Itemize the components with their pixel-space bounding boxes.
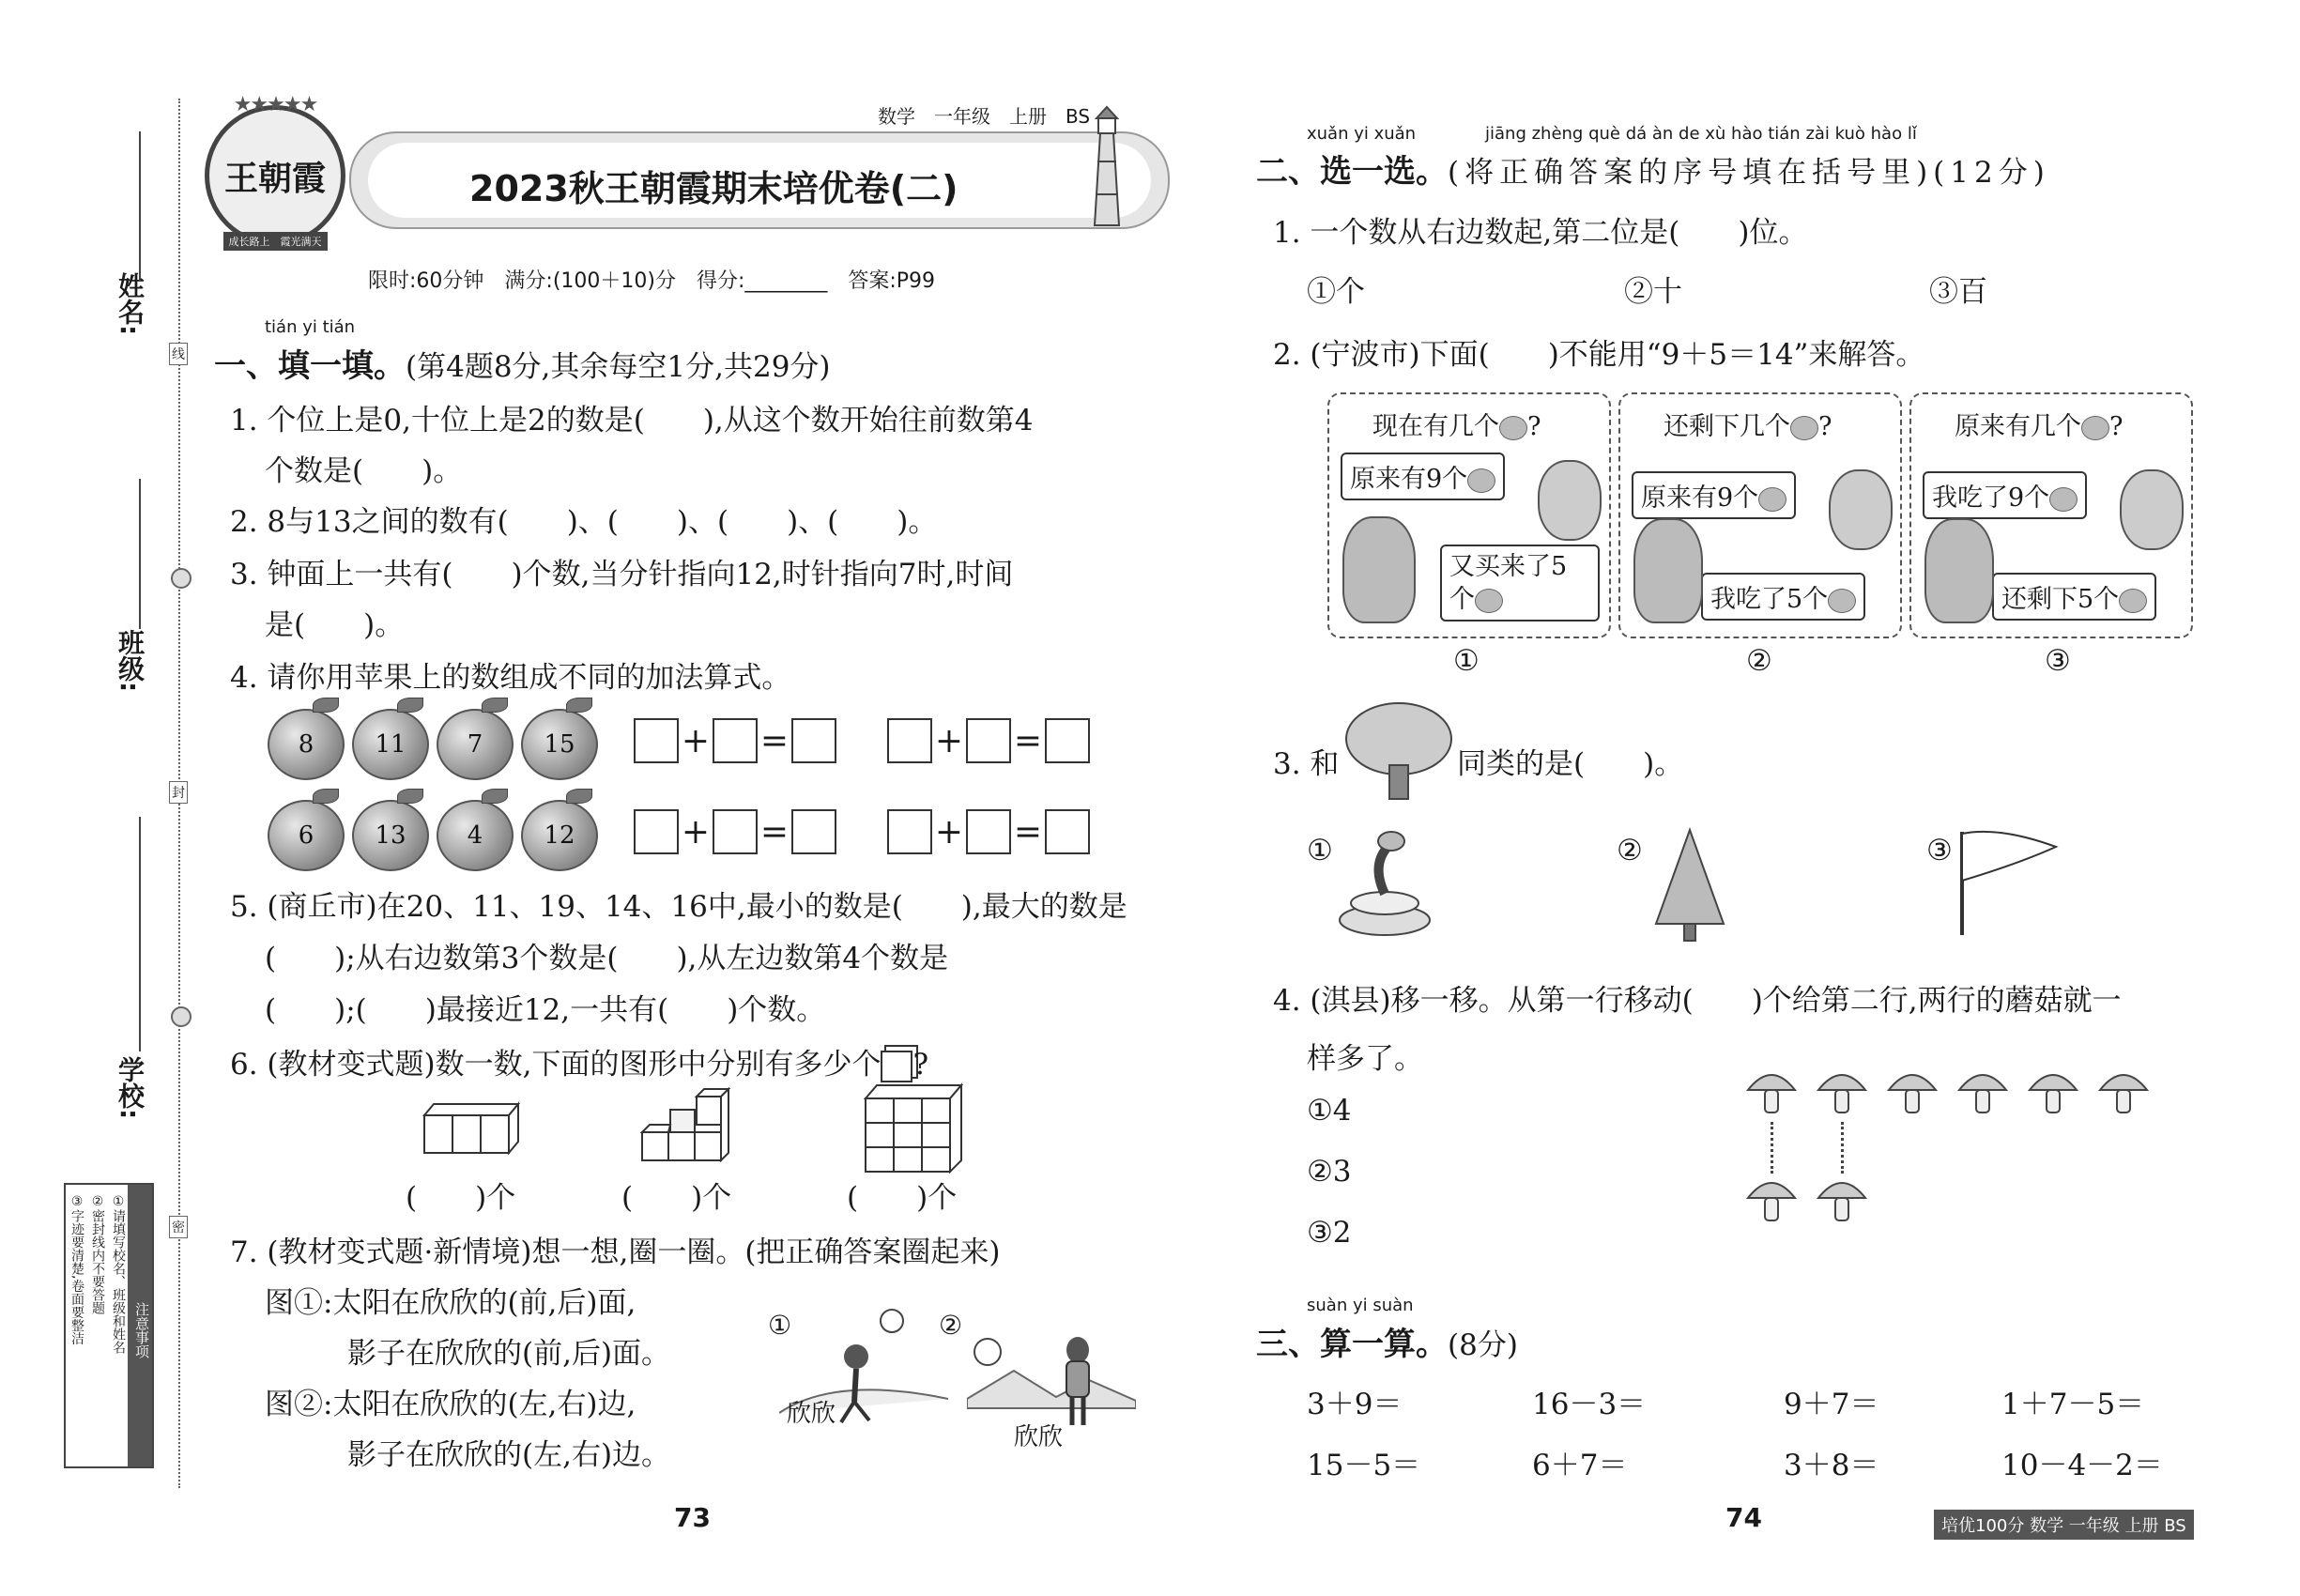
peach-icon (2049, 487, 2078, 512)
cut-mark-mi: 密 (169, 1216, 188, 1238)
mushroom-icon (1746, 1066, 1797, 1116)
answer-box[interactable] (966, 809, 1011, 854)
lighthouse-icon (1089, 105, 1125, 227)
q7-line2: 影子在欣欣的(前,后)面。 (347, 1337, 671, 1371)
panel-label[interactable]: ① (1453, 644, 1480, 678)
peach-icon (2119, 589, 2147, 613)
equation: + = (634, 809, 836, 854)
q7-line3: 图②:太阳在欣欣的(左,右)边, (265, 1388, 636, 1421)
name-label: 姓名: (115, 272, 146, 336)
mushroom-icon (2098, 1066, 2149, 1116)
answer-box[interactable] (791, 809, 836, 854)
s2-q4-line1: 4. (淇县)移一移。从第一行移动( )个给第二行,两行的蘑菇就一 (1273, 984, 2122, 1018)
page-number-left: 73 (674, 1502, 711, 1533)
s2-q1-option[interactable]: ②十 (1624, 275, 1682, 309)
q6-answer[interactable]: ( )个 (406, 1181, 516, 1215)
footer-series-label: 培优100分 数学 一年级 上册 BS (1934, 1510, 2194, 1540)
dog-icon (2120, 469, 2184, 550)
answer-box[interactable] (791, 718, 836, 763)
cube-figure-2 (638, 1087, 732, 1162)
section2-pinyin: xuǎn yi xuǎn (1307, 124, 1417, 144)
s2-q2: 2. (宁波市)下面( )不能用“9＋5＝14”来解答。 (1273, 338, 1925, 372)
fox-icon (1633, 518, 1703, 623)
s2-q3-end: 同类的是( )。 (1457, 747, 1684, 781)
section3-pinyin: suàn yi suàn (1307, 1296, 1414, 1315)
q7-line4: 影子在欣欣的(左,右)边。 (347, 1438, 671, 1472)
s2-q3-option[interactable]: ③ (1926, 834, 1953, 867)
pine-tree-icon (1643, 826, 1737, 944)
circle-mark (171, 568, 192, 589)
fox-icon (1342, 516, 1416, 623)
q7-fig1-label: ① (768, 1310, 792, 1341)
subject-info: 数学 一年级 上册 BS (878, 105, 1091, 128)
mushroom-icon (1817, 1174, 1867, 1224)
speech-bubble: 原来有9个 (1341, 453, 1505, 500)
panel-label[interactable]: ② (1746, 644, 1772, 678)
q6-answer[interactable]: ( )个 (847, 1181, 958, 1215)
q7-fig2-label: ② (939, 1310, 963, 1341)
calc-item[interactable]: 6＋7＝ (1532, 1449, 1628, 1482)
answer-box[interactable] (634, 718, 679, 763)
dog-icon (1829, 469, 1893, 550)
school-field-line[interactable] (139, 817, 141, 1051)
calc-item[interactable]: 15－5＝ (1307, 1449, 1421, 1482)
q7-name1: 欣欣 (787, 1400, 836, 1428)
peach-icon (2081, 416, 2109, 440)
panel-question: 原来有几个 ? (1955, 412, 2124, 441)
section3-title: 三、算一算。 (1256, 1326, 1448, 1363)
panel-label[interactable]: ③ (2045, 644, 2071, 678)
dotted-connector (1841, 1122, 1844, 1174)
answer-box[interactable] (887, 718, 932, 763)
mushroom-icon (2028, 1066, 2078, 1116)
story-panel (1327, 392, 1611, 638)
peach-icon (1828, 589, 1856, 613)
section2-pinyin-note: jiāng zhèng què dá àn de xù hào tián zài kuò hào lǐ (1485, 124, 1917, 144)
cut-mark-xian: 线 (169, 343, 188, 365)
panel-question: 现在有几个 ? (1372, 412, 1541, 441)
section1-note: (第4题8分,其余每空1分,共29分) (406, 350, 831, 384)
q7-line1: 图①:太阳在欣欣的(前,后)面, (265, 1286, 636, 1320)
apple: 8 (268, 709, 345, 780)
apple: 6 (268, 800, 345, 871)
speech-bubble: 又买来了5 个 (1440, 545, 1600, 622)
tree-icon (1342, 699, 1455, 803)
section1-pinyin: tián yi tián (265, 317, 356, 337)
answer-box[interactable] (1045, 809, 1090, 854)
q5-line1: 5. (商丘市)在20、11、19、14、16中,最小的数是( ),最大的数是 (230, 890, 1127, 924)
mushroom-icon (1746, 1174, 1797, 1224)
dog-icon (1538, 460, 1602, 541)
notice-title: 注意事项 (128, 1185, 152, 1466)
cube-figure-1 (422, 1098, 526, 1155)
q6-line: 6. (教材变式题)数一数,下面的图形中分别有多少个 ? (230, 1048, 929, 1082)
q1-line2: 个数是( )。 (265, 454, 463, 488)
speech-bubble: 我吃了9个 (1923, 471, 2087, 519)
equation: + = (887, 809, 1090, 854)
calc-item[interactable]: 9＋7＝ (1784, 1388, 1879, 1421)
section3-heading (1256, 1318, 1518, 1364)
q3-line1: 3. 钟面上一共有( )个数,当分针指向12,时针指向7时,时间 (230, 558, 1014, 591)
notice-box (64, 1183, 154, 1468)
peach-icon (1499, 416, 1527, 440)
mushroom-icon (1817, 1066, 1867, 1116)
s2-q3-option[interactable]: ② (1617, 834, 1643, 867)
section3-note: (8分) (1448, 1328, 1518, 1362)
peach-icon (1758, 487, 1786, 512)
calc-item[interactable]: 3＋9＝ (1307, 1388, 1403, 1421)
logo (205, 93, 345, 248)
s2-q4-line2: 样多了。 (1307, 1042, 1423, 1076)
s2-q1-option[interactable]: ③百 (1929, 275, 1987, 309)
peach-icon (1475, 589, 1503, 613)
q7-name2: 欣欣 (1014, 1423, 1064, 1451)
story-panel (1909, 392, 2193, 638)
section1-heading (214, 340, 831, 386)
circle-mark (171, 1006, 192, 1027)
answer-box[interactable] (966, 718, 1011, 763)
cube-icon (881, 1051, 912, 1082)
apple: 4 (437, 800, 514, 871)
q5-line3: ( );( )最接近12,一共有( )个数。 (265, 993, 826, 1027)
q7-line: 7. (教材变式题·新情境)想一想,圈一圈。(把正确答案圈起来) (230, 1235, 1001, 1269)
name-field-line[interactable] (139, 131, 141, 282)
mushroom-icon (1887, 1066, 1938, 1116)
snake-icon (1333, 826, 1436, 939)
section2-title: 二、选一选。 (1256, 153, 1448, 191)
flag-icon (1953, 826, 2065, 939)
calc-item[interactable]: 10－4－2＝ (2001, 1449, 2163, 1482)
answer-box[interactable] (1045, 718, 1090, 763)
notice-item: ③字迹要清楚,卷面要整洁 (69, 1194, 84, 1345)
page-number-right: 74 (1725, 1502, 1762, 1533)
speech-bubble: 还剩下5个 (1992, 573, 2156, 621)
apple: 11 (352, 709, 429, 780)
s2-q1: 1. 一个数从右边数起,第二位是( )位。 (1273, 216, 1808, 250)
cube-figure-3 (862, 1080, 965, 1174)
peach-icon (1790, 416, 1818, 440)
s2-q3-start: 3. 和 (1273, 747, 1340, 781)
section1-title: 一、填一填。 (214, 347, 406, 385)
section2-heading (1256, 146, 2050, 192)
logo-slogan: 成长路上 霞光满天 (223, 232, 328, 251)
apple: 15 (521, 709, 598, 780)
mushroom-icon (1957, 1066, 2008, 1116)
s2-q3-option[interactable]: ① (1307, 834, 1333, 867)
q4-line: 4. 请你用苹果上的数组成不同的加法算式。 (230, 661, 791, 695)
calc-item[interactable]: 1＋7－5＝ (2001, 1388, 2145, 1421)
s2-q1-option[interactable]: ①个 (1307, 275, 1365, 309)
exam-meta: 限时:60分钟 满分:(100＋10)分 得分:________ 答案:P99 (368, 269, 936, 293)
panel-question: 还剩下几个 ? (1664, 412, 1832, 441)
equation: + = (887, 718, 1090, 763)
calc-item[interactable]: 16－3＝ (1532, 1388, 1647, 1421)
school-label: 学校: (115, 1056, 146, 1120)
speech-bubble: 我吃了5个 (1701, 573, 1865, 621)
equation: + = (634, 718, 836, 763)
class-field-line[interactable] (139, 479, 141, 629)
class-label: 班级: (115, 629, 146, 693)
answer-box[interactable] (713, 809, 758, 854)
q3-line2: 是( )。 (265, 608, 405, 642)
logo-stars-icon: ★★★★★ (233, 93, 317, 116)
logo-text: 王朝霞 (223, 158, 326, 198)
apple: 13 (352, 800, 429, 871)
section2-note: (将正确答案的序号填在括号里)(12分) (1448, 156, 2050, 190)
fox-icon (1924, 518, 1994, 623)
speech-bubble: 原来有9个 (1632, 471, 1796, 519)
q6-answer[interactable]: ( )个 (621, 1181, 732, 1215)
apple: 12 (521, 800, 598, 871)
answer-box[interactable] (887, 809, 932, 854)
story-panel (1618, 392, 1902, 638)
cut-mark-feng: 封 (169, 781, 188, 804)
s2-q4-option[interactable]: ③2 (1307, 1216, 1352, 1250)
calc-item[interactable]: 3＋8＝ (1784, 1449, 1879, 1482)
answer-box[interactable] (634, 809, 679, 854)
s2-q4-option[interactable]: ①4 (1307, 1094, 1352, 1128)
q5-line2: ( );从右边数第3个数是( ),从左边数第4个数是 (265, 942, 949, 975)
peach-icon (1467, 468, 1495, 493)
answer-box[interactable] (713, 718, 758, 763)
q1-line1: 1. 个位上是0,十位上是2的数是( ),从这个数开始往前数第4 (230, 404, 1034, 437)
page-title: 2023秋王朝霞期末培优卷(二) (469, 168, 958, 209)
q2-line: 2. 8与13之间的数有( )、( )、( )、( )。 (230, 505, 938, 539)
notice-item: ②密封线内不要答题 (90, 1194, 105, 1314)
notice-item: ①请填写校名、班级和姓名 (111, 1194, 126, 1354)
s2-q4-option[interactable]: ②3 (1307, 1155, 1352, 1189)
dotted-connector (1771, 1122, 1773, 1174)
apple: 7 (437, 709, 514, 780)
